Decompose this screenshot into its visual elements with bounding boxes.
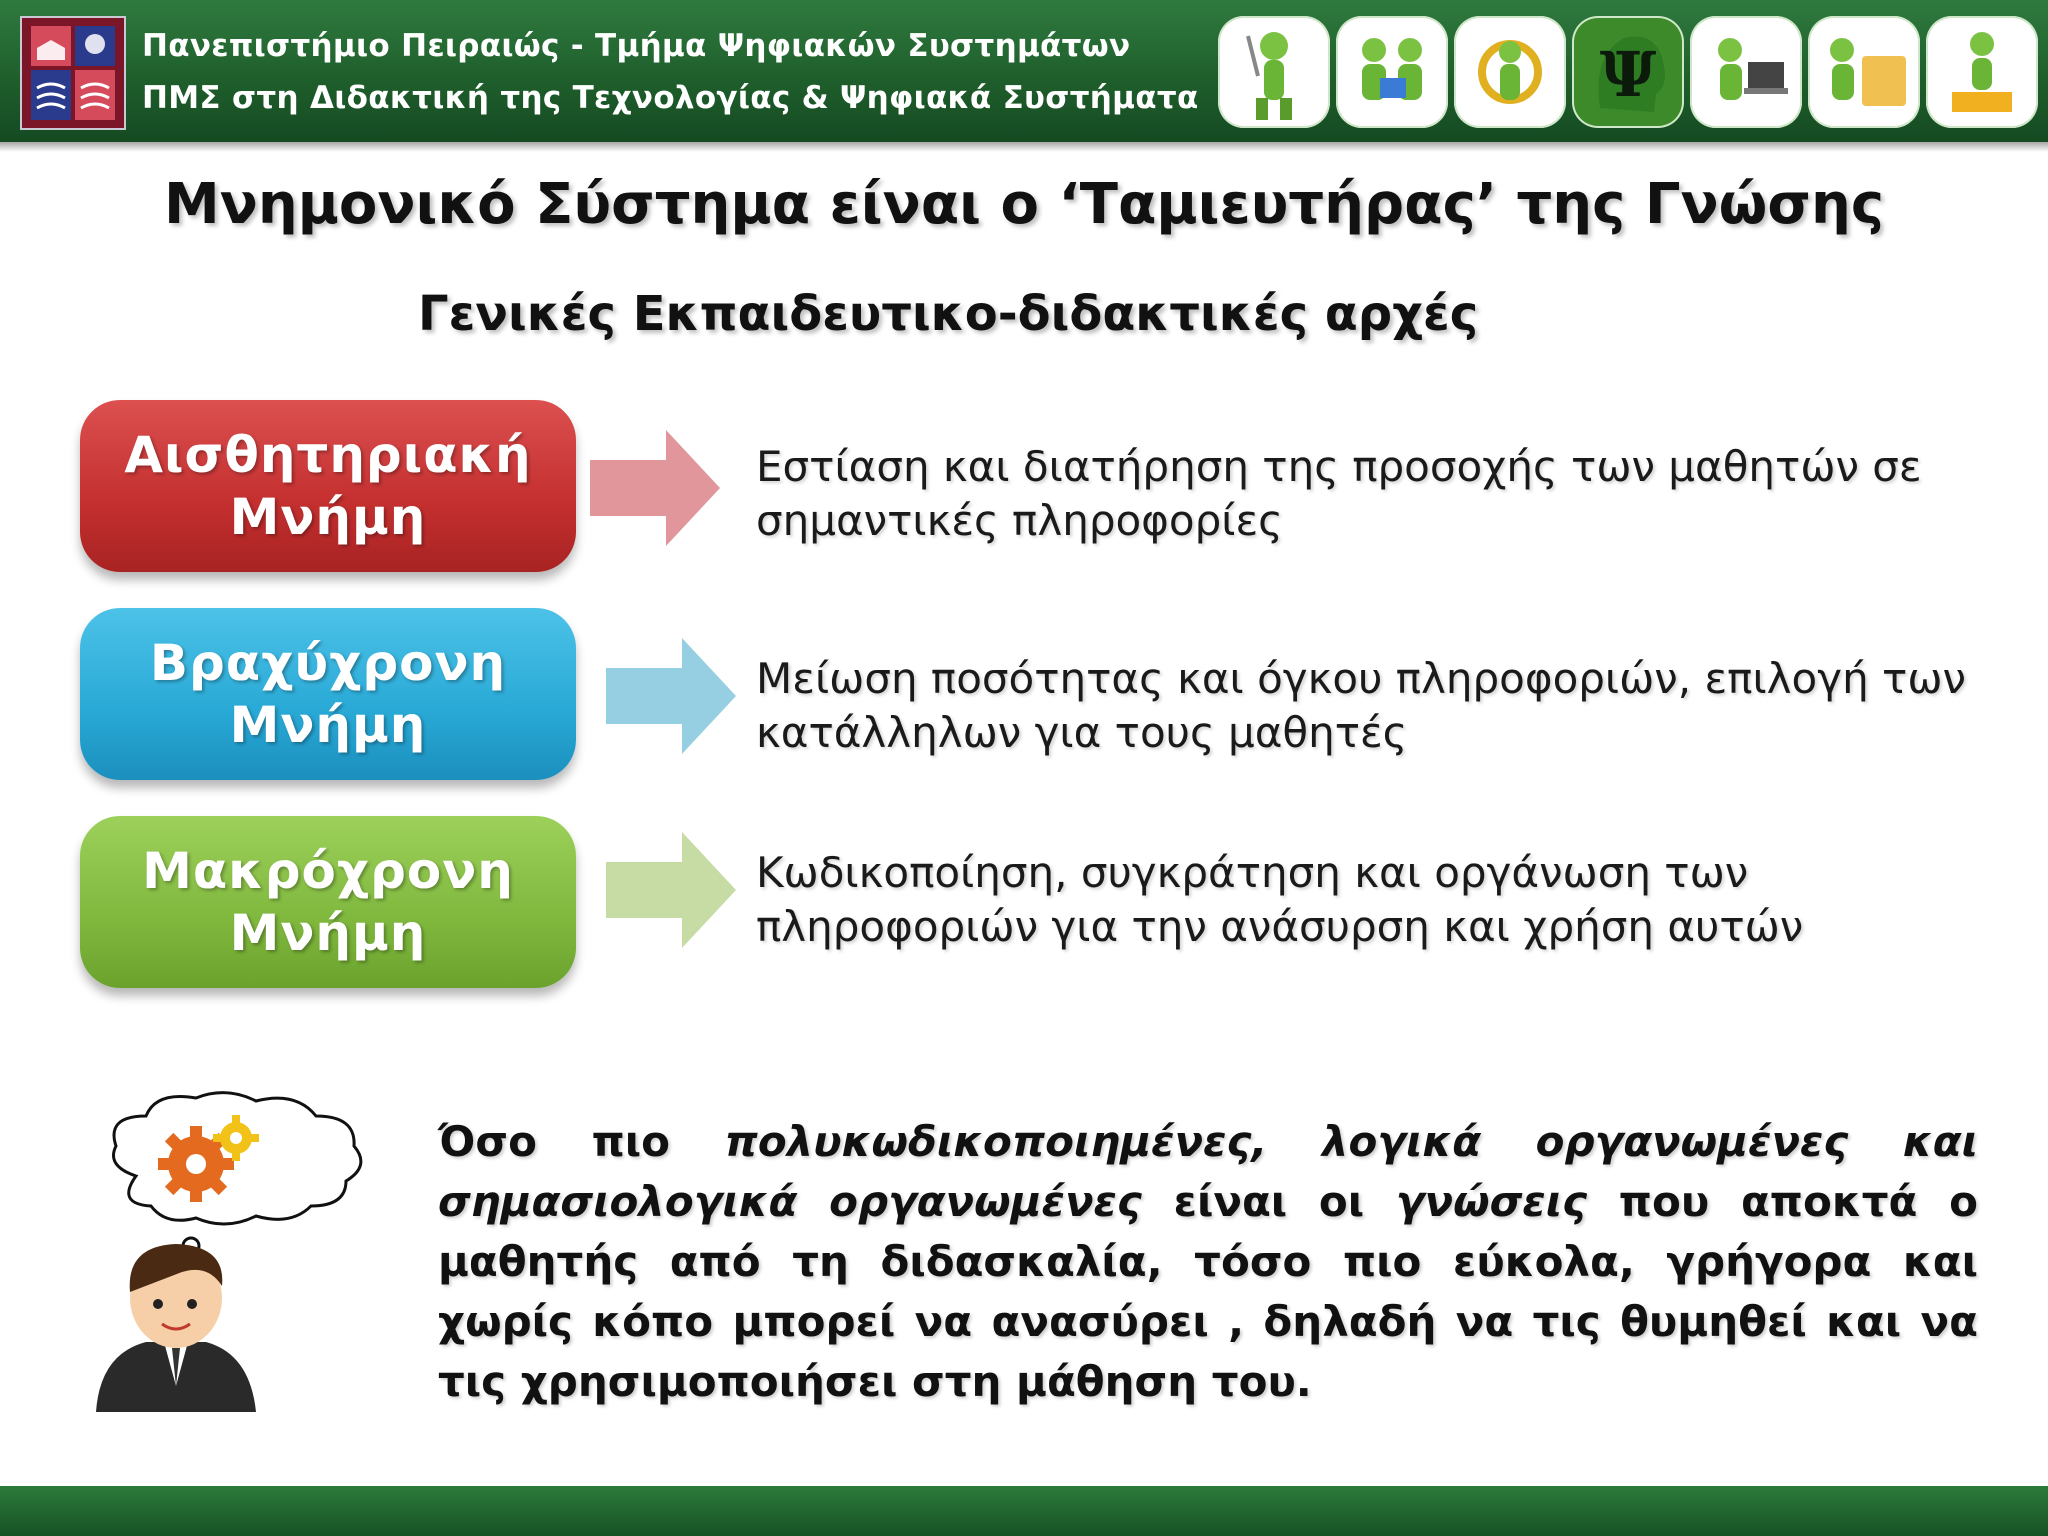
sensory-memory-description: Εστίαση και διατήρηση της προσοχής των μαθητών σε σημαντικές πληροφορίες xyxy=(756,442,1922,545)
summary-text-1: Όσο πιο xyxy=(438,1117,725,1166)
short-term-memory-label: Βραχύχρονη Μνήμη xyxy=(149,634,507,754)
header-program-line: ΠΜΣ στη Διδακτική της Τεχνολογίας & Ψηφιακά Συστήματα xyxy=(142,80,1199,116)
university-logo-icon xyxy=(20,16,126,130)
sensory-memory-label: Αισθητηριακή Μνήμη xyxy=(124,426,532,546)
arrow-right-icon xyxy=(606,638,736,754)
figure-laptop-icon xyxy=(1690,16,1802,128)
summary-text-2: είναι οι xyxy=(1141,1177,1396,1226)
slide-subtitle: Γενικές Εκπαιδευτικο-διδακτικές αρχές xyxy=(418,286,1479,342)
arrow-right-icon xyxy=(590,430,720,546)
header-thumbnails xyxy=(1218,16,2038,128)
psi-head-icon xyxy=(1572,16,1684,128)
summary-text-3: που αποκτά ο μαθητής από τη διδασκαλία, τόσο πιο εύκολα, γρήγορα και χωρίς κόπο μπορεί να ανασύρει , δηλαδή να τις θυμηθεί και να τις χρησιμοποιήσει στη μάθηση του. xyxy=(438,1177,1978,1406)
summary-paragraph xyxy=(438,1112,1978,1412)
header-band xyxy=(0,0,2048,142)
figure-puzzle-icon xyxy=(1926,16,2038,128)
thinking-student-gears-icon xyxy=(96,1086,386,1412)
long-term-memory-description: Κωδικοποίηση, συγκράτηση και οργάνωση των πληροφοριών για την ανάσυρση και χρήση αυτών xyxy=(756,848,1804,951)
long-term-memory-box xyxy=(80,816,576,988)
sensory-memory-box xyxy=(80,400,576,572)
header-university-line: Πανεπιστήμιο Πειραιώς - Τμήμα Ψηφιακών Συστημάτων xyxy=(142,28,1131,64)
slide-title: Μνημονικό Σύστημα είναι ο ‘Ταμιευτήρας’ της Γνώσης xyxy=(163,172,1885,237)
arrow-right-icon xyxy=(606,832,736,948)
summary-emphasis-organized: πολυκωδικοποιημένες, λογικά οργανωμένες και σημασιολογικά οργανωμένες xyxy=(438,1117,1978,1226)
figure-globe-icon xyxy=(1454,16,1566,128)
footer-band xyxy=(0,1486,2048,1536)
figure-folder-icon xyxy=(1808,16,1920,128)
long-term-memory-label: Μακρόχρονη Μνήμη xyxy=(142,842,514,962)
psi-symbol: Ψ xyxy=(1599,38,1657,111)
figure-antenna-icon xyxy=(1218,16,1330,128)
short-term-memory-description: Μείωση ποσότητας και όγκου πληροφοριών, επιλογή των κατάλληλων για τους μαθητές xyxy=(756,654,1966,757)
short-term-memory-box xyxy=(80,608,576,780)
header-shadow xyxy=(0,142,2048,152)
figures-reading-icon xyxy=(1336,16,1448,128)
summary-emphasis-knowledge: γνώσεις xyxy=(1395,1177,1587,1226)
